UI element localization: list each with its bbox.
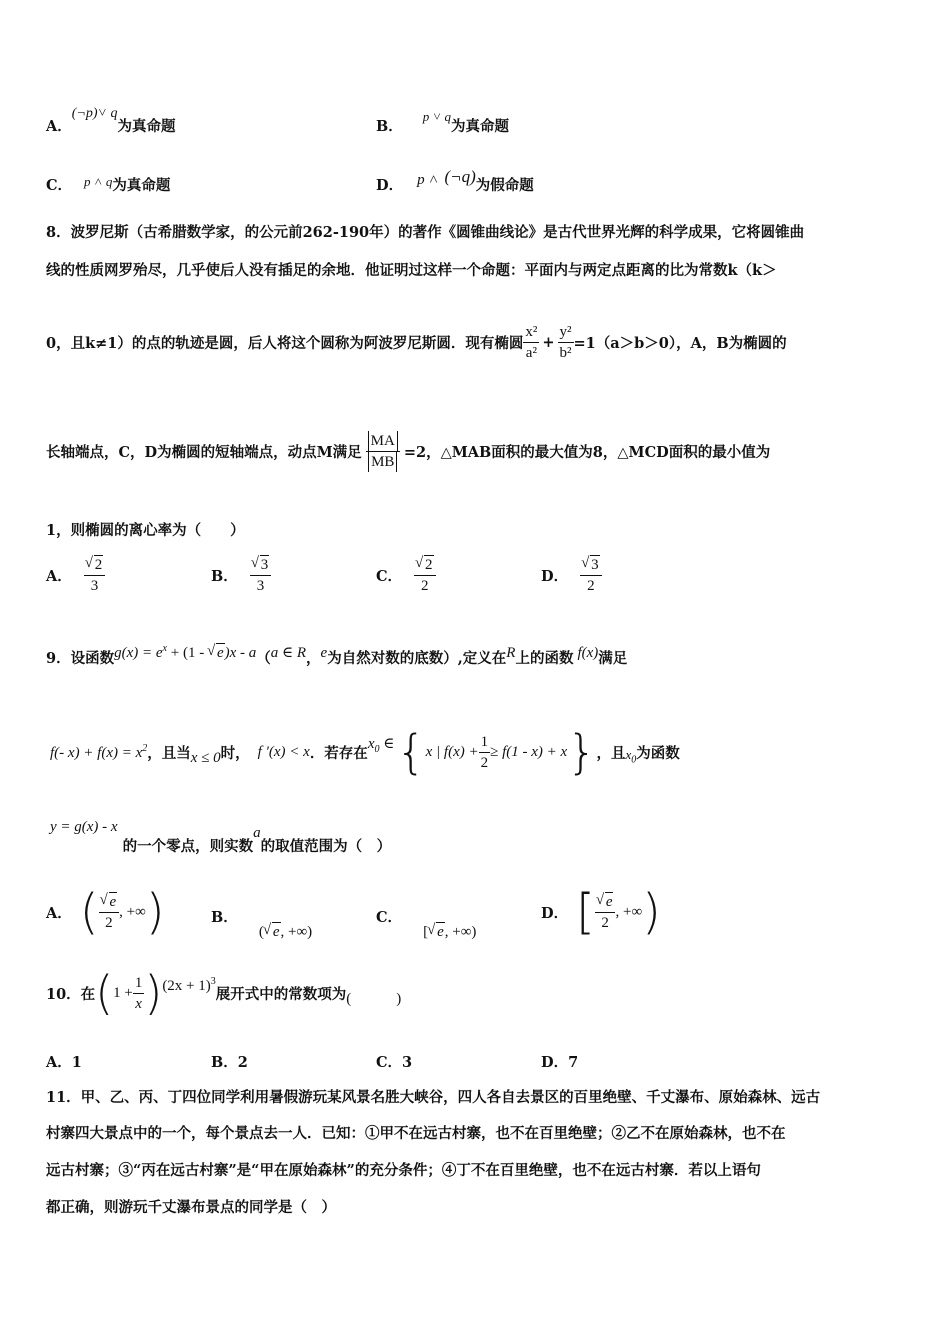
q10-option-a[interactable]: A．1	[46, 1054, 82, 1071]
q7-option-a[interactable]: A．(¬p)˅ q为真命题	[46, 106, 176, 135]
q7-option-b[interactable]: B．p ˅ q为真命题	[376, 109, 510, 135]
q7-option-b-formula: p ˅ q	[422, 109, 452, 124]
g-definition: $g(x) = e^x + (1$ - √ e)x - a	[114, 645, 256, 661]
q9-line-1: 9．设函数$g(x) = e^x + (1$ - √ e)x - a（a ∈ R，e为自然对数的底数）,定义在R上的函数 f(x)满足	[46, 647, 627, 668]
q11-line-4: 都正确，则游玩千丈瀑布景点的同学是（ ）	[46, 1199, 336, 1216]
q9-option-a[interactable]: A． ( √ $\frac{e}{2}$ , +∞ )	[46, 884, 165, 940]
q10-option-b[interactable]: B．2	[211, 1054, 248, 1071]
q9-line-3: y = g(x) - x 的一个零点，则实数a的取值范围为（ ）	[50, 819, 392, 855]
ma-mb-ratio: $\frac{MA}{MB}$	[366, 431, 400, 472]
q8-option-d[interactable]: D． √ $\frac{3}{2}$	[541, 555, 602, 596]
q9-line-2: f(- $x) + f(x) = x^2$ ，且当 x ≤ 0 时， f ′(x) < x ．若存在 $x_0$ ∈ { x | f(x) + $\frac{1}{2}$ ≥ f(1 - x) + x } ，且 $x_0$ 为函数	[50, 725, 680, 779]
q9-option-b[interactable]: B． (√ e, +∞)	[211, 906, 312, 927]
q8-option-c[interactable]: C． √ $\frac{2}{2}$	[376, 555, 436, 596]
q11-line-1: 11．甲、乙、丙、丁四位同学利用暑假游玩某风景名胜大峡谷，四人各自去景区的百里绝壁、千丈瀑布、原始森林、远古	[46, 1089, 821, 1106]
q9-option-d[interactable]: D． [ √ $\frac{e}{2}$ , +∞ )	[541, 884, 661, 940]
q7-option-c-formula: p ˄ q	[84, 174, 113, 189]
ellipse-x-term: $\frac{\text{x²}}{\text{a²}}$	[525, 324, 538, 361]
ellipse-y-term: $\frac{\text{y²}}{\text{b²}}$	[559, 324, 572, 361]
q8-line-3: 0，且k≠1）的点的轨迹是圆，后人将这个圆称为阿波罗尼斯圆．现有椭圆 $\frac{\text{x²}}{\text{a²}}$ + $\frac{\text{y²}}{\text{b²}}$ =1（a＞b＞0），A，B为椭圆的	[46, 324, 787, 361]
q7-option-d[interactable]: D． p ˄ (¬q)为假命题	[376, 167, 534, 194]
q9-option-c[interactable]: C． [√ e, +∞)	[376, 906, 476, 927]
q7-option-c[interactable]: C． p ˄ q为真命题	[46, 174, 171, 194]
q11-line-3: 远古村寨；③“丙在远古村寨”是“甲在原始森林”的充分条件；④丁不在百里绝壁，也不在远古村寨．若以上语句	[46, 1162, 761, 1179]
q8-line-4: 长轴端点，C，D为椭圆的短轴端点，动点M满足 $\frac{MA}{MB}$ =2，△MAB面积的最大值为8，△MCD面积的最小值为	[46, 433, 771, 470]
q7-option-a-formula: (¬p)˅ q	[71, 106, 118, 121]
q7-option-d-formula: p ˄	[417, 172, 439, 188]
q8-option-a[interactable]: A． √ $\frac{2}{3}$	[46, 555, 105, 596]
q10-option-d[interactable]: D．7	[541, 1054, 579, 1071]
q8-option-b[interactable]: B． √ $\frac{3}{3}$	[211, 555, 271, 596]
q8-line-2: 线的性质网罗殆尽，几乎使后人没有插足的余地．他证明过这样一个命题：平面内与两定点距离的比为常数k（k＞	[46, 262, 777, 279]
q10-stem: 10．在 ( 1 + $\frac{1}{x}$ ) $(2x + 1)^3$ 展开式中的常数项为 ( )	[46, 966, 402, 1020]
q8-line-5: 1，则椭圆的离心率为（ ）	[46, 522, 245, 539]
q10-option-c[interactable]: C．3	[376, 1054, 413, 1071]
q11-line-2: 村寨四大景点中的一个，每个景点去一人．已知：①甲不在远古村寨，也不在百里绝壁；②乙不在原始森林，也不在	[46, 1125, 786, 1142]
q8-line-1: 8．波罗尼斯（古希腊数学家，的公元前262-190年）的著作《圆锥曲线论》是古代世界光辉的科学成果，它将圆锥曲	[46, 224, 805, 241]
